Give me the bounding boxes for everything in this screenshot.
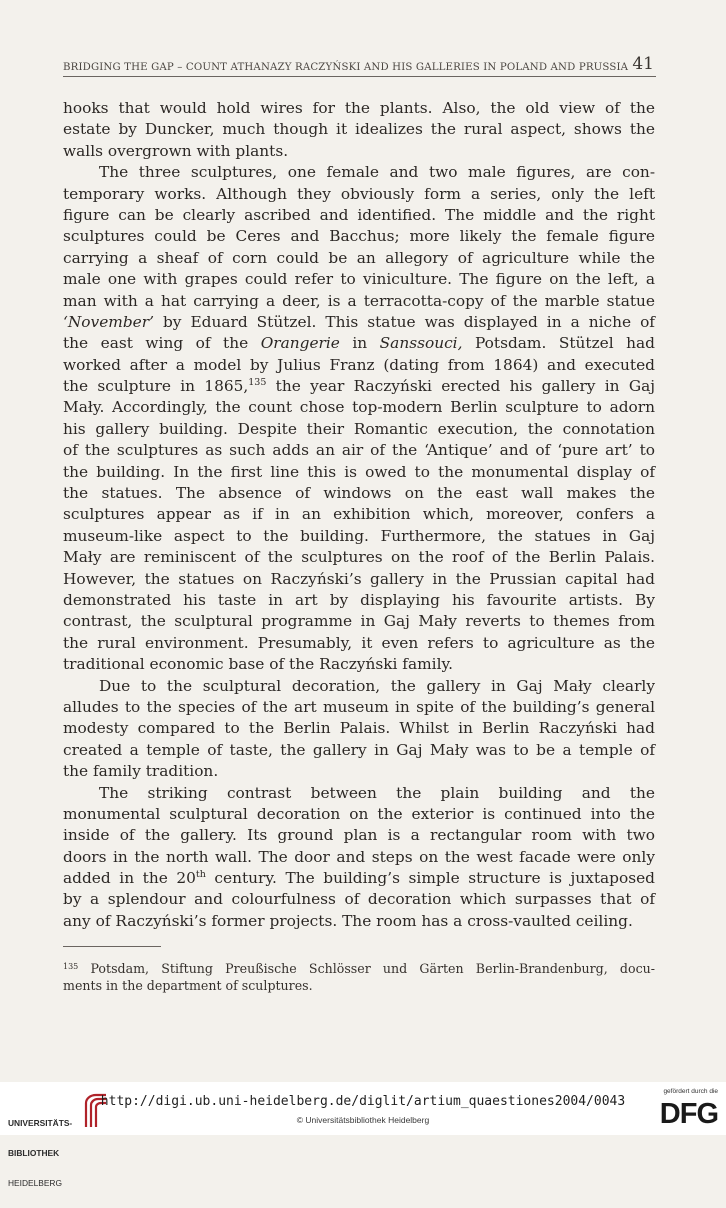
text-line: modesty compared to the Berlin Palais. Whilst in Berlin Raczyński had — [63, 719, 655, 738]
paragraph — [63, 162, 655, 675]
text-line: The three sculptures, one female and two male figures, are con- — [99, 163, 655, 182]
text-line: estate by Duncker, much though it idealizes the rural aspect, shows the — [63, 120, 655, 139]
text-line: doors in the north wall. The door and steps on the west facade were only — [63, 847, 655, 866]
text-line: his gallery building. Despite their Romantic execution, the connotation — [63, 419, 655, 438]
dfg-funding-note: gefördert durch die — [663, 1088, 718, 1095]
paragraph — [63, 98, 655, 162]
dfg-logo-text: DFG — [659, 1098, 718, 1130]
text-line: worked after a model by Julius Franz (dating from 1864) and executed — [63, 355, 655, 374]
dfg-logo — [652, 1088, 718, 1130]
text-line: demonstrated his taste in art by displaying his favourite artists. By — [63, 590, 655, 609]
running-title: BRIDGING THE GAP – COUNT ATHANAZY RACZYŃSKI AND HIS GALLERIES IN POLAND AND PRUSSIA — [63, 62, 629, 73]
library-name: UNIVERSITÄTS- BIBLIOTHEK HEIDELBERG — [8, 1118, 73, 1188]
text-line: male one with grapes could refer to viniculture. The figure on the left, a — [63, 270, 655, 289]
text-line: Mały. Accordingly, the count chose top-modern Berlin sculpture to adorn — [63, 398, 655, 417]
text-line: figure can be clearly ascribed and identified. The middle and the right — [63, 205, 655, 224]
text-line: hooks that would hold wires for the plants. Also, the old view of the — [63, 99, 655, 117]
text-line: contrast, the sculptural programme in Gaj Mały reverts to themes from — [63, 612, 655, 631]
text-line: walls overgrown with plants. — [63, 141, 289, 160]
text-line: sculptures appear as if in an exhibition which, moreover, confers a — [63, 505, 655, 524]
copyright-notice: © Universitätsbibliothek Heidelberg — [296, 1115, 430, 1125]
text-line: inside of the gallery. Its ground plan is a rectangular room with two — [63, 826, 655, 845]
text-line: museum-like aspect to the building. Furthermore, the statues in Gaj — [63, 526, 655, 545]
text-line: alludes to the species of the art museum in spite of the building’s general — [63, 697, 655, 716]
text-line: temporary works. Although they obviously form a series, only the left — [63, 184, 655, 203]
text-line: created a temple of taste, the gallery in Gaj Mały was to be a temple of — [63, 740, 655, 759]
text-line: the family tradition. — [63, 762, 219, 781]
text-line: Mały are reminiscent of the sculptures on the roof of the Berlin Palais. — [63, 548, 655, 567]
text-line: of the sculptures as such adds an air of the ‘Antique’ and of ‘pure art’ to — [63, 441, 655, 460]
text-line: the rural environment. Presumably, it even refers to agriculture as the — [63, 633, 655, 652]
text-line: ‘November’ by Eduard Stützel. This statue was displayed in a niche of — [63, 312, 655, 331]
text-line: However, the statues on Raczyński’s gallery in the Prussian capital had — [63, 569, 655, 588]
body-text — [63, 98, 655, 932]
text-line: traditional economic base of the Raczyński family. — [63, 655, 453, 674]
footnote-divider — [63, 946, 161, 947]
text-line: the east wing of the Orangerie in Sanssouci, Potsdam. Stützel had — [63, 334, 655, 353]
text-line: man with a hat carrying a deer, is a terracotta-copy of the marble statue — [63, 291, 655, 310]
text-line: any of Raczyński’s former projects. The room has a cross-vaulted ceiling. — [63, 911, 633, 930]
footnote-line: ments in the department of sculptures. — [63, 978, 313, 993]
footnote — [63, 960, 655, 994]
text-line: the building. In the first line this is owed to the monumental display of — [63, 462, 655, 481]
text-line: The striking contrast between the plain building and the — [99, 783, 655, 802]
text-line: Due to the sculptural decoration, the gallery in Gaj Mały clearly — [99, 676, 655, 695]
text-line: carrying a sheaf of corn could be an allegory of agriculture while the — [63, 248, 655, 267]
text-line: the sculpture in 1865,$^{135}$ the year Raczyński erected his gallery in Gaj — [63, 377, 655, 396]
paragraph — [63, 783, 655, 933]
text-line: added in the 20th century. The building’s simple structure is juxtaposed — [63, 869, 655, 888]
paragraph — [63, 676, 655, 783]
page-number: 41 — [632, 54, 654, 74]
running-header — [63, 50, 656, 77]
text-line: monumental sculptural decoration on the exterior is continued into the — [63, 804, 655, 823]
digitization-url-link[interactable]: http://digi.ub.uni-heidelberg.de/diglit/artium_quaestiones2004/0043 — [100, 1094, 626, 1109]
footnote-line: $^{135}$ Potsdam, Stiftung Preußische Schlösser und Gärten Berlin-Brandenburg, docu- — [63, 961, 655, 976]
text-line: sculptures could be Ceres and Bacchus; more likely the female figure — [63, 227, 655, 246]
text-line: by a splendour and colourfulness of decoration which surpasses that of — [63, 890, 655, 909]
text-line: the statues. The absence of windows on the east wall makes the — [63, 484, 655, 503]
